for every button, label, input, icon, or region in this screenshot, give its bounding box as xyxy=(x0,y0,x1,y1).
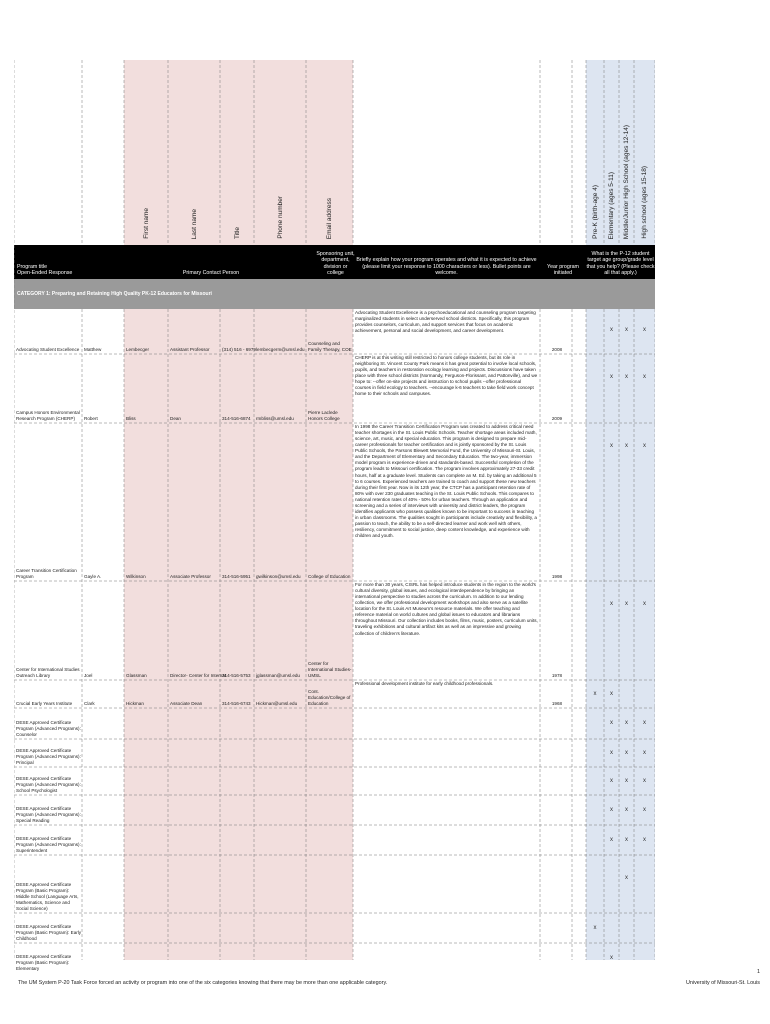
cell-last: Wilkinson xyxy=(126,573,146,579)
grade-check-mark: x xyxy=(610,750,613,757)
cell-program: Career Transition Certification Program xyxy=(16,567,77,579)
cell-description: Professional development institute for early childhood professionals. xyxy=(355,681,494,686)
cell-program: DESE Approved Certificate Program (Basic Program): Early Childhood xyxy=(16,923,82,941)
cell-phone: 314-516-6874 xyxy=(222,415,251,421)
primary-contact-header xyxy=(168,245,254,279)
organization-name: University of Missouri-St. Louis xyxy=(686,980,760,986)
grade-label-text: Elementary (ages 5-11) xyxy=(608,171,615,239)
cell-email: rmbliss@umsl.edu xyxy=(256,415,294,421)
cell-first: Robert xyxy=(84,415,98,421)
cell-phone: 314-516-5951 xyxy=(222,573,251,579)
grade-check-mark: x xyxy=(643,374,646,380)
footnote: The UM System P-20 Task Force forced an activity or program into one of the six categories knowing that there may be more than one applicable category. xyxy=(18,980,388,986)
column-label-title xyxy=(230,69,244,239)
grade-check-mark: x xyxy=(643,778,646,785)
cell-program: Campus Honors Environmental Research Program (CHERP) xyxy=(16,409,80,421)
grade-check-mark: x xyxy=(610,374,613,380)
grade-check-mark: x xyxy=(625,443,628,449)
grade-check-mark: x xyxy=(610,691,613,698)
grade-label xyxy=(605,69,619,239)
table-row xyxy=(14,354,655,423)
grade-check-mark: x xyxy=(625,837,628,843)
header-program-title: Program title xyxy=(17,263,48,270)
cell-first: Gayle A. xyxy=(84,573,102,579)
cell-last: Bliss xyxy=(126,415,136,421)
grade-check-mark: x xyxy=(610,837,613,843)
table-row xyxy=(14,680,655,708)
table-row xyxy=(14,825,655,855)
header-open-ended: Open-Ended Response xyxy=(17,270,73,277)
table-row xyxy=(14,423,655,581)
table-row xyxy=(14,795,655,825)
cell-year: 2009 xyxy=(551,415,563,421)
cell-email: gwilkinson@umsl.edu xyxy=(256,573,301,579)
sponsoring-unit-header-text: Sponsoring unit, department, division or college xyxy=(316,250,355,277)
column-label-email-address xyxy=(323,69,337,239)
table-row xyxy=(14,739,655,767)
cell-program: DESE Approved Certificate Program (Basic Program): Middle School (Language Arts, Mathematics, Science and Social Science) xyxy=(16,881,79,911)
grade-label-text: High school (ages 15-18) xyxy=(641,166,648,239)
cell-description: In 1998 the Career Transition Certification Program was created to address critical need teacher shortages in the St. Louis Public Schools. Teacher shortage areas included math, science, art, music, and special education. This program is designed to prepare mid-career professionals for teacher certification and is jointly sponsored by the St. Louis Public Schools, the Parsons Blewett Memorial Fund, the University of Missouri-St. Louis, and the Department of Elementary and Secondary Education. The two-year, immersion model program is experience-driven and standards-based. Successful completion of the program leads to Missouri certification. The program involves approximately 27-33 credit hours, half at a graduate level. Students can complete an M. Ed. by taking an additional 5 to 6 courses. Experienced teachers are trained to coach and support these new teachers during their first year. Now in its 12th year, the CTCP has a participant retention rate of 80% with over 230 graduates teaching in the St. Louis Public Schools. This compares to national retention rates of 40% - 50% for urban teachers. Through an application and screening and a series of interviews with university and district leaders, the program identifies applicants who possess qualities known to be important to success in teaching in urban classrooms. The qualities sought in participants include creativity and flexibility, a passion to teach, the ability to be a self-directed learner and work well with others, resiliency, commitment to social justice, deep content knowledge, and experience with children and youth. xyxy=(355,424,537,539)
grade-check-mark: x xyxy=(643,443,646,449)
cell-year: 1968 xyxy=(551,700,563,706)
grade-check-mark: x xyxy=(610,327,613,333)
grade-check-mark: x xyxy=(610,601,613,607)
grade-check-mark: x xyxy=(625,327,628,333)
column-label-last-name xyxy=(187,69,201,239)
cell-title: Dean xyxy=(170,415,181,421)
cell-program: DESE Approved Certificate Program (Basic Program): Elementary xyxy=(16,953,72,971)
grade-check-mark: x xyxy=(625,875,628,881)
column-label-first-name xyxy=(139,69,153,239)
column-label-text: Phone number xyxy=(276,196,284,239)
table-row xyxy=(14,581,655,680)
grade-check-mark: x xyxy=(625,720,628,727)
cell-unit: Counseling and Family Therapy, COE xyxy=(308,340,352,352)
cell-program: Advocating Student Excellence xyxy=(16,346,80,352)
cell-year: 2008 xyxy=(551,346,563,352)
grade-check-mark: x xyxy=(610,955,613,961)
cell-year: 1998 xyxy=(551,573,563,579)
cell-description: Advocating Student Excellence is a psychoeducational and counseling program targeting marginalized students in select underserved school districts. Specifically, this program provides counselors, curriculum, and support services that focus on academic achievement, personal and social development, and career development. xyxy=(355,310,536,334)
cell-title: Associate Professor xyxy=(170,573,211,579)
cell-last: Hickman xyxy=(126,700,144,706)
grade-check-mark: x xyxy=(593,691,597,698)
cell-description: For more than 30 years, CISRL has helped introduce students in the region to the world's cultural diversity, global issues, and ecological interdependence by bringing an international perspective to studies across the curriculum. In addition to our lending collection, we offer professional development workshops and also serve as a satellite location for the St. Louis Art Museum's resource materials. We offer teaching and reference material on world cultures and global issues to educators and librarians throughout Missouri. Our collection includes books, films, music, posters, curriculum units, traveling exhibitions and cultural artifact kits as well as an impressive and growing collection of children's literature. xyxy=(355,582,538,636)
grade-check-mark: x xyxy=(625,778,628,785)
cell-program: DESE Approved Certificate Program (Advanced Programs): Superintendent xyxy=(16,835,81,853)
grade-check-mark: x xyxy=(610,443,613,449)
description-header xyxy=(355,245,538,279)
column-label-text: Title xyxy=(233,226,241,239)
grade-check-mark: x xyxy=(643,807,646,813)
column-label-text: Last name xyxy=(190,208,198,239)
grade-label xyxy=(588,69,602,239)
cell-first: Clark xyxy=(84,700,95,706)
primary-contact-header-text: Primary Contact Person xyxy=(182,270,240,277)
cell-email: Hickman@umsl.edu xyxy=(256,700,298,706)
cell-title: Associate Dean xyxy=(170,700,203,706)
cell-phone: 314-516-5753 xyxy=(222,672,251,678)
cell-title: Director- Center for Internat xyxy=(170,672,227,678)
grade-check-mark: x xyxy=(625,601,628,607)
grade-label-text: Middle/Junior High School (ages 12-14) xyxy=(623,124,630,239)
target-age-header-text: What is the P-12 student target age group/grade level that you help? (Please check all that apply.) xyxy=(586,250,655,277)
cell-phone: (314) 516 - 6979 xyxy=(222,346,256,352)
program-title-header xyxy=(17,245,117,279)
grade-check-mark: x xyxy=(610,720,613,727)
table-row xyxy=(14,708,655,739)
cell-last: Glassman xyxy=(126,672,147,678)
year-initiated-header xyxy=(540,245,586,279)
grade-label xyxy=(638,69,652,239)
cell-program: DESE Approved Certificate Program (Advanced Programs): Special Reading xyxy=(16,805,81,823)
cell-phone: 314-516-6743 xyxy=(222,700,251,706)
description-header-text: Briefly explain how your program operates and what it is expected to achieve (please limit your response to 1000 characters or less). Bullet points are welcome. xyxy=(356,257,537,277)
cell-unit: Pierre Laclede Honors College xyxy=(308,409,340,421)
cell-program: DESE Approved Certificate Program (Advanced Programs): School Psychologist xyxy=(16,775,81,793)
grade-check-mark: x xyxy=(625,374,628,380)
grade-check-mark: x xyxy=(643,601,646,607)
table-row xyxy=(14,855,655,913)
grade-check-mark: x xyxy=(643,750,646,757)
grade-check-mark: x xyxy=(625,807,628,813)
cell-program: Center for International Studies Outreach Library xyxy=(16,666,80,678)
page-number: 1 xyxy=(757,969,760,975)
year-initiated-header-text: Year program initiated xyxy=(547,263,579,277)
category-title: CATEGORY 1: Preparing and Retaining High Quality PK-12 Educators for Missouri xyxy=(17,291,212,297)
cell-unit: Center for International Studies- UMSL xyxy=(308,660,352,678)
table-row xyxy=(14,767,655,795)
cell-first: Joel xyxy=(84,672,93,678)
grade-check-mark: x xyxy=(593,925,597,931)
grade-check-mark: x xyxy=(625,750,628,757)
table-row xyxy=(14,309,655,354)
grade-check-mark: x xyxy=(610,807,613,813)
target-age-header xyxy=(586,245,655,279)
cell-program: DESE Approved Certificate Program (Advanced Programs): Principal xyxy=(16,747,81,765)
cell-program: Crucial Early Years Institute xyxy=(16,700,73,706)
column-label-phone-number xyxy=(273,69,287,239)
grade-check-mark: x xyxy=(643,327,646,333)
sponsoring-unit-header xyxy=(316,245,355,279)
column-label-text: Email address xyxy=(326,197,333,239)
column-label-text: First name xyxy=(142,208,150,239)
cell-year: 1978 xyxy=(551,672,563,678)
cell-first: Matthew xyxy=(84,346,102,352)
grade-check-mark: x xyxy=(643,837,646,843)
cell-email: jglassman@umsl.edu xyxy=(256,672,300,678)
cell-email: lembecgerm@umsl.edu xyxy=(256,346,305,352)
grade-check-mark: x xyxy=(643,720,646,727)
cell-last: Lembecger xyxy=(126,346,149,352)
cell-program: DESE Approved Certificate Program (Advanced Programs): Counselor xyxy=(16,719,81,737)
cell-description: CHERP is at this writing still restricted to honors college students, but its role in neighboring St. Vincent County Park means it has great potential to involve local schools, pupils, and teachers in restoration ecology learning and projects. Discussions have taken place with three school districts (Normandy, Ferguson-Florissant, and Pattonville), and we hope to: --offer on-site projects and instruction to school pupils --offer professional courses in field ecology to teachers. --encourage k-6 teachers to take field work concept home to their schools and campuses. xyxy=(355,355,538,397)
cell-title: Assistant Professor xyxy=(170,346,210,352)
grade-check-mark: x xyxy=(610,778,613,785)
cell-unit: Cont. Education/College of Education xyxy=(308,688,351,706)
cell-unit: College of Education xyxy=(308,573,351,579)
table-row xyxy=(14,943,655,973)
grade-label-text: Pre-K (birth-age 4) xyxy=(591,185,599,239)
table-row xyxy=(14,913,655,943)
grade-label xyxy=(620,69,634,239)
spreadsheet xyxy=(14,60,655,971)
